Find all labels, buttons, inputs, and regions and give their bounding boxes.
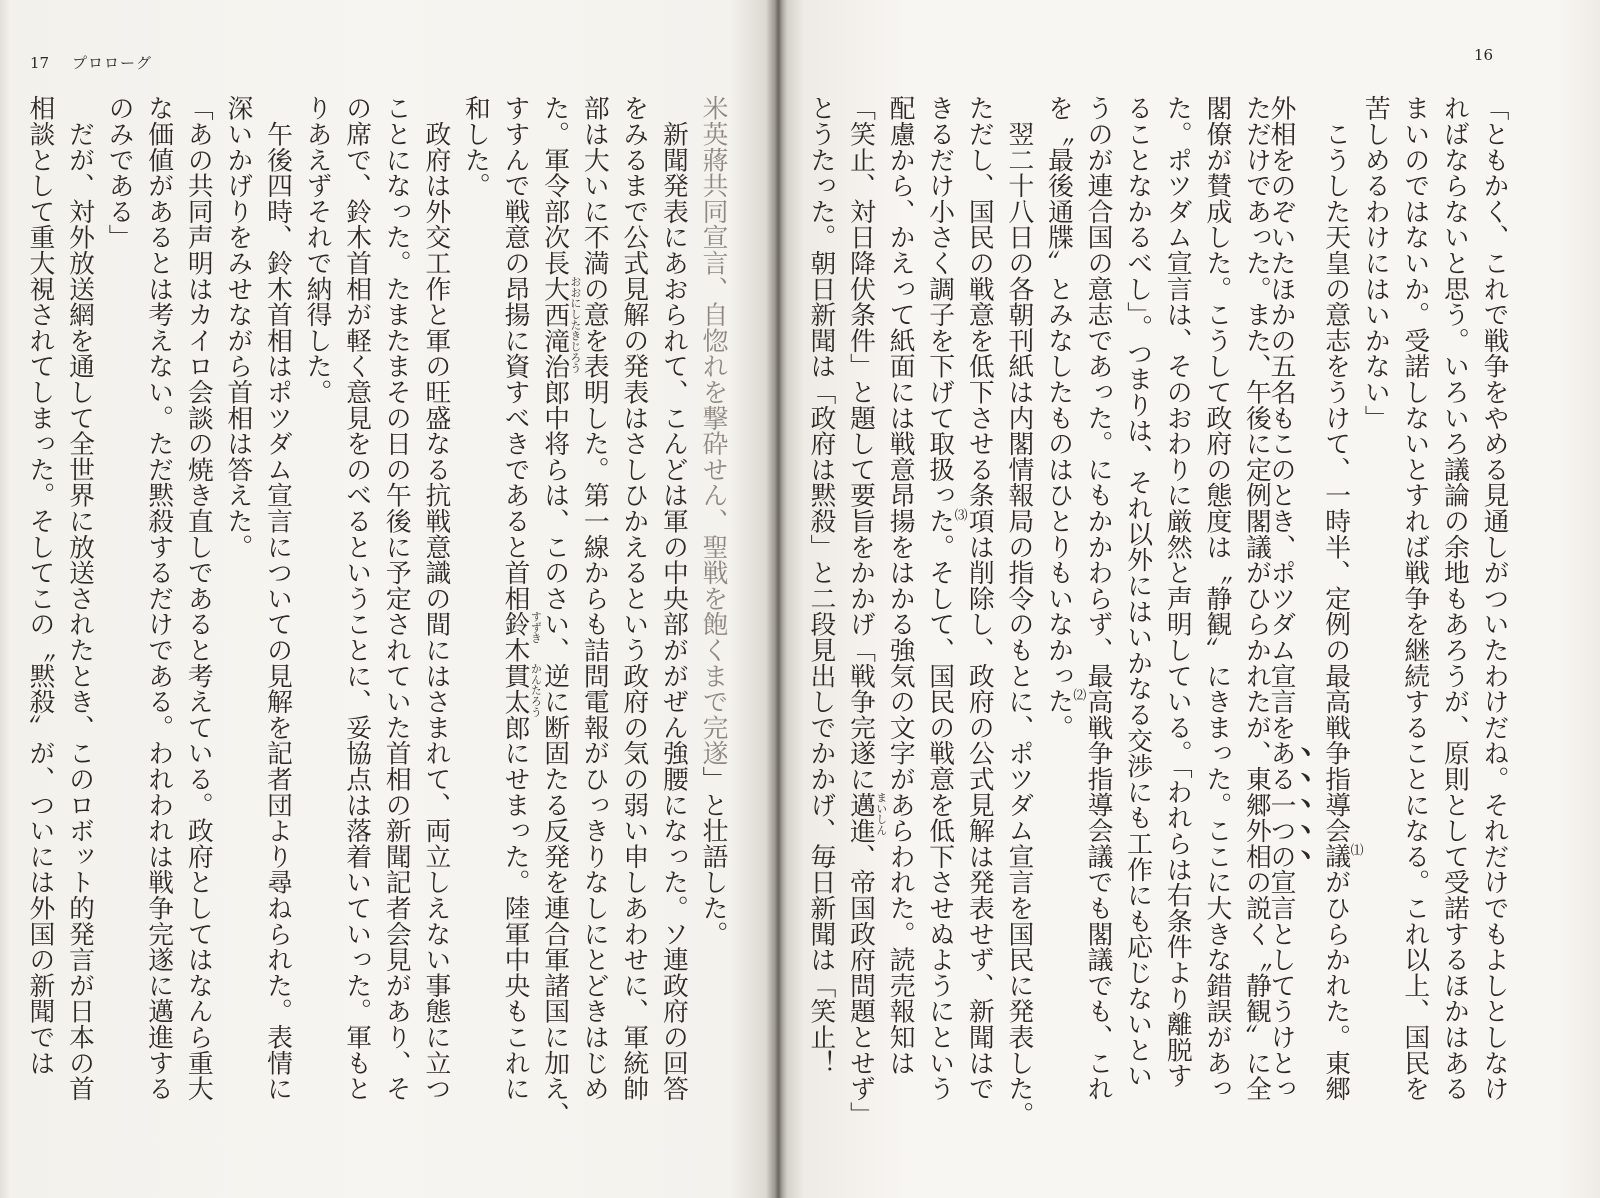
text-run: りあえずそれで納得した。 — [302, 95, 333, 405]
text-column — [336, 95, 376, 1135]
text-run: だが、対外放送網を通して全世界に放送されたとき、このロボット的発言が日本の首 — [64, 95, 95, 1102]
text-run: 新聞発表にあおられて、こんどは軍の中央部ががぜん強腰になった。ソ連政府の回答 — [658, 95, 689, 1102]
text-column — [1473, 95, 1513, 1135]
text-column — [800, 95, 840, 1135]
text-column — [998, 95, 1038, 1135]
page-number: 17 — [30, 54, 50, 72]
text-run: 宣言としてうけとっ — [1266, 869, 1297, 1102]
ruby-group — [845, 791, 889, 844]
text-column — [959, 95, 999, 1135]
text-column — [1434, 95, 1474, 1135]
note-base: た — [924, 507, 955, 534]
note-anchor — [1043, 688, 1086, 715]
text-column — [1077, 95, 1117, 1135]
emphasized-text: ある一つの — [1266, 740, 1297, 869]
text-column — [296, 95, 336, 1135]
ruby-group — [500, 662, 543, 741]
text-run: 苦しめるわけにはいかない」 — [1360, 95, 1391, 431]
running-head: プロローグ — [72, 54, 153, 72]
text-run: 相談として重大視されてしまった。そしてこの〝黙殺〟が、ついには外国の新聞では — [24, 95, 55, 1076]
ruby-base: 邁進 — [845, 791, 876, 844]
text-column — [1117, 95, 1157, 1135]
text-column — [1196, 95, 1236, 1135]
page-number: 16 — [1474, 46, 1494, 64]
text-column — [257, 95, 297, 1135]
ruby-base: 大西滝治郎 — [539, 275, 570, 405]
note-ref: ⑴ — [1347, 843, 1363, 857]
text-column — [919, 95, 967, 1135]
text-run: 「あの共同声明はカイロ会談の焼き直しであると考えている。政府としてはなんら重大 — [183, 95, 214, 1102]
note-anchor — [1320, 843, 1363, 870]
ruby-group — [500, 611, 543, 663]
text-column — [494, 95, 543, 1135]
body-text — [19, 95, 732, 1135]
ruby-group — [539, 275, 583, 405]
note-anchor — [924, 507, 967, 534]
text-run: 外相をのぞいたほかの五名もこのとき、ポツダム宣言を — [1266, 95, 1297, 740]
text-run: がひらかれた。東郷 — [1320, 869, 1351, 1102]
text-column — [653, 95, 693, 1135]
text-run: 中将らは、このさい、逆に断固たる反発を連合軍諸国に加え、 — [539, 404, 570, 1128]
text-run: すすんで戦意の昂揚に資すべきであると首相 — [500, 95, 531, 611]
text-run: 部は大いに不満の意を表明した。第一線からも詰問電報がひっきりなしにとどきはじめ — [579, 95, 610, 1102]
text-column — [1266, 95, 1315, 1135]
text-run: 「ともかく、これで戦争をやめる見通しがついたわけだね。それだけでもよしとしなけ — [1479, 95, 1509, 1102]
ruby-base: 貫太郎 — [500, 662, 531, 741]
ruby-text: かんたろう — [529, 662, 543, 717]
ruby-base: 鈴木 — [500, 611, 531, 663]
body-text — [800, 95, 1513, 1135]
text-column — [1236, 95, 1276, 1135]
note-base: 議 — [1320, 843, 1351, 870]
text-column — [574, 95, 614, 1135]
text-column — [59, 95, 99, 1135]
text-run: を〝最後通牒〟とみなしたものはひとりもいなかっ — [1043, 95, 1074, 689]
text-column — [376, 95, 416, 1135]
note-ref: ⑵ — [1070, 688, 1086, 702]
text-run: とうたった。朝日新聞は「政府は黙殺」と二段見出しでかかげ、毎日新聞は「笑止！ — [805, 95, 836, 1076]
text-run: な価値があるとは考えない。ただ黙殺するだけである。われわれは戦争完遂に邁進する — [143, 95, 174, 1102]
text-run: まいのではないか。受諾しないとすれば戦争を継続することになる。これ以上、国民を — [1399, 95, 1430, 1102]
text-column — [1315, 95, 1363, 1135]
text-run: 閣僚が賛成した。こうして政府の態度は〝静観〟にきまった。ここに大きな錯誤があっ — [1201, 95, 1232, 1102]
text-run: ただけであった。また、午後に定例閣議がひらかれたが、東郷外相の説く〝静観〟に全 — [1241, 95, 1272, 1102]
text-run: 午後四時、鈴木首相はポツダム宣言についての見解を記者団より尋ねられた。表情に — [262, 95, 293, 1102]
text-run: にせまった。陸軍中央もこれに — [500, 740, 531, 1102]
text-column — [692, 95, 732, 1135]
faded-text: 米英蔣共同宣言、自惚れを撃砕せん、聖戦を飽くまで完遂 — [698, 95, 728, 766]
text-column — [1038, 95, 1086, 1135]
text-run: をみるまで公式見解の発表はさしひかえるという政府の気の弱い申しあわせに、軍統帥 — [618, 95, 649, 1102]
text-run: 。そして、国民の戦意を低下させぬようにという — [924, 533, 955, 1102]
text-run: 、帝国政府問題とせず」 — [845, 843, 876, 1128]
text-column — [217, 95, 257, 1135]
text-run: こうした天皇の意志をうけて、一時半、定例の最高戦争指導会 — [1320, 95, 1351, 844]
ruby-text: まいしん — [875, 791, 889, 835]
text-column — [455, 95, 495, 1135]
text-run: 翌二十八日の各朝刊紙は内閣情報局の指令のもとに、ポツダム宣言を国民に発表した。 — [1003, 95, 1034, 1127]
ruby-text: すずき — [529, 611, 543, 644]
text-run: 政府は外交工作と軍の旺盛なる抗戦意識の間にはさまれて、両立しえない事態に立つ — [420, 95, 451, 1102]
text-run: ことになった。たまたまその日の午後に予定されていた首相の新聞記者会見があり、そ — [381, 95, 412, 1102]
text-run: 」と壮語した。 — [698, 765, 728, 947]
text-run: 和した。 — [460, 95, 491, 199]
text-run: た。ポツダム宣言は、そのおわりに厳然と声明している。「われらは右条件より離脱す — [1162, 95, 1193, 1089]
text-run: うのが連合国の意志であった。にもかかわらず、最高戦争指導会議でも閣議でも、これ — [1083, 95, 1114, 1102]
text-column — [1394, 95, 1434, 1135]
text-run: 「笑止、対日降伏条件」と題して要旨をかかげ「戦争完遂に — [845, 95, 876, 792]
text-column — [1355, 95, 1395, 1135]
note-base: た — [1043, 688, 1074, 715]
text-run: ることなかるべし」。つまりは、それ以外にはいかなる交渉にも工作にも応じないとい — [1122, 95, 1153, 1089]
left-page — [0, 0, 778, 1198]
book-spine — [766, 0, 788, 1198]
text-run: 。 — [1043, 714, 1074, 741]
text-run: のみである」 — [104, 95, 135, 250]
text-run: ればならないと思う。いろいろ議論の余地もあろうが、原則として受諾するほかはある — [1439, 95, 1470, 1102]
right-page — [778, 0, 1600, 1198]
text-column — [1157, 95, 1197, 1135]
text-run: きるだけ小さく調子を下げて取扱っ — [924, 95, 955, 508]
text-run: 深いかげりをみせながら首相は答えた。 — [222, 95, 253, 560]
text-column — [415, 95, 455, 1135]
text-column — [138, 95, 178, 1135]
text-column — [178, 95, 218, 1135]
text-column — [840, 95, 889, 1135]
text-column — [880, 95, 920, 1135]
text-run: の席で、鈴木首相が軽く意見をのべるということに、妥協点は落着いていった。軍もと — [341, 95, 372, 1102]
text-run: ただし、国民の戦意を低下させる条項は削除し、政府の公式見解は発表せず、新聞はで — [964, 95, 995, 1102]
text-run: た。軍令部次長 — [539, 95, 570, 276]
text-run: 配慮から、かえって紙面には戦意昂揚をはかる強気の文字があらわれた。読売報知は — [885, 95, 916, 1076]
ruby-text: おおにしたきじろう — [569, 275, 583, 374]
text-column — [99, 95, 139, 1135]
text-column — [19, 95, 59, 1135]
text-column — [613, 95, 653, 1135]
note-ref: ⑶ — [951, 507, 967, 521]
